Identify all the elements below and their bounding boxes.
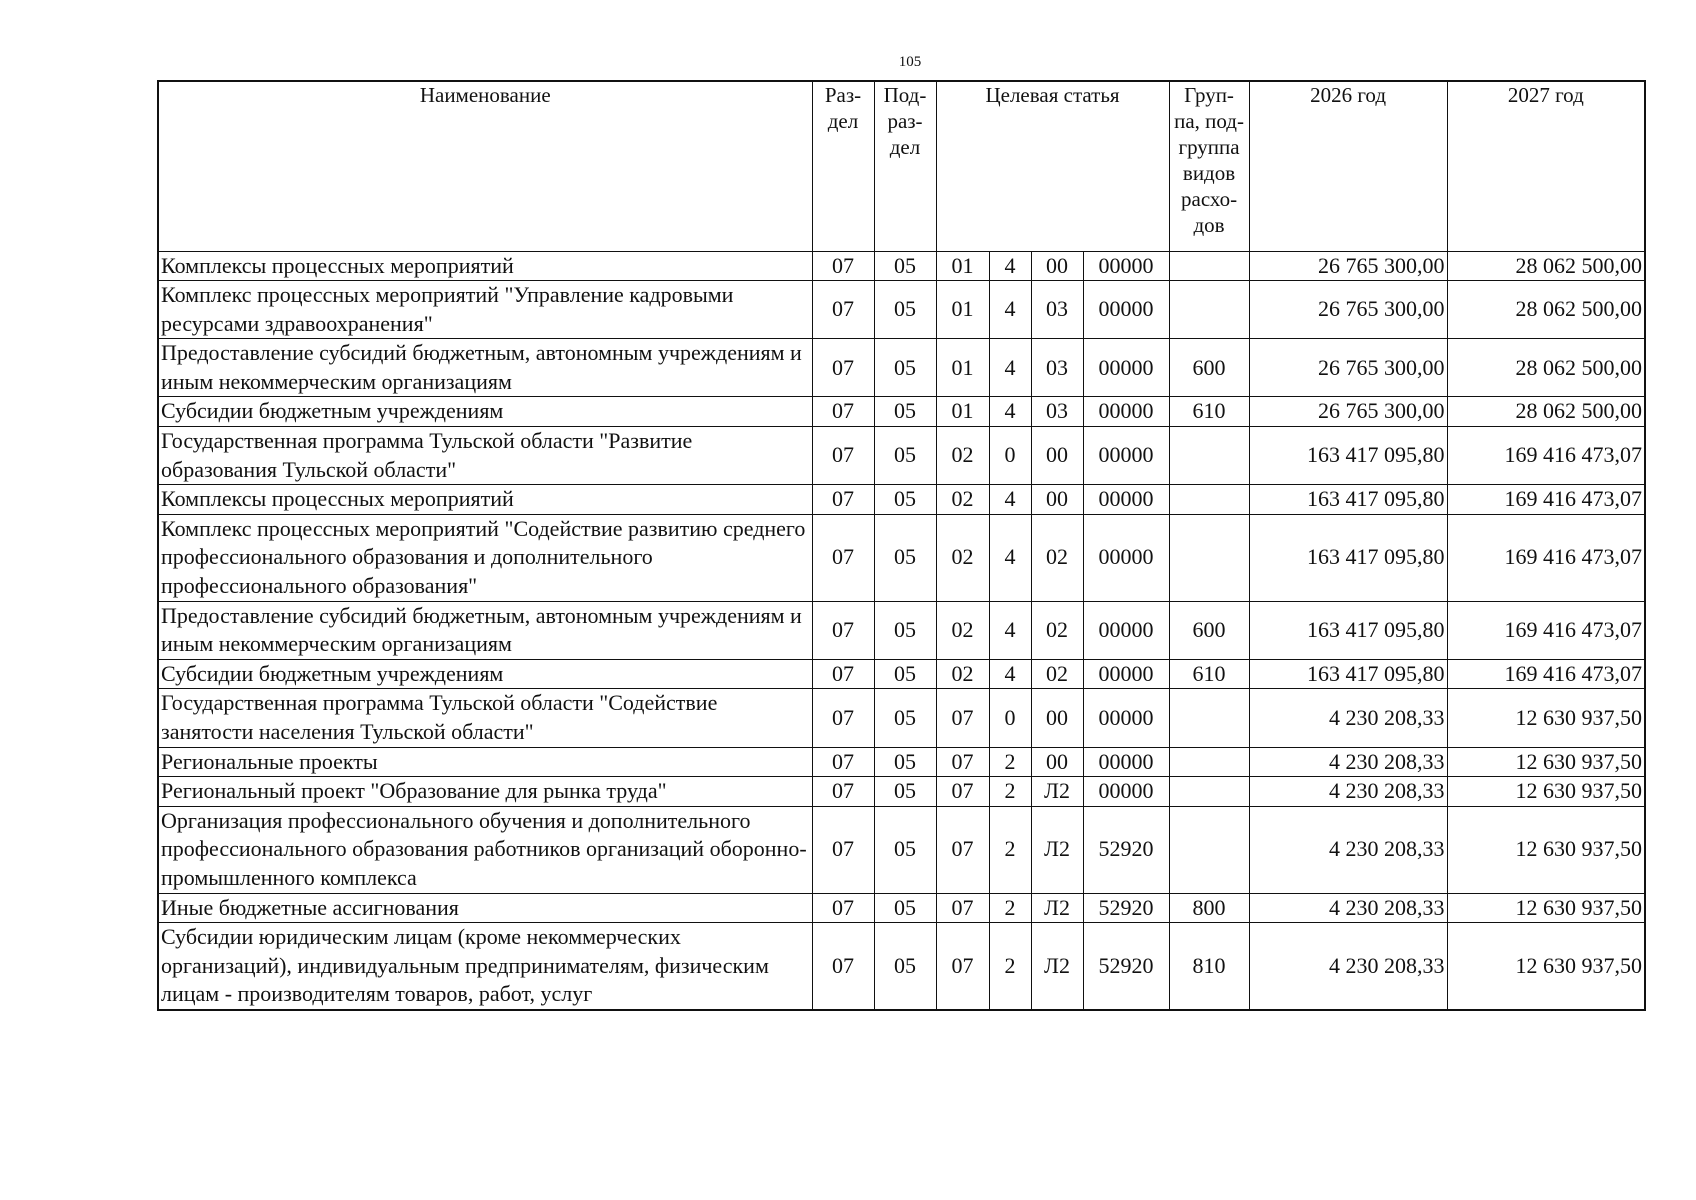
row-target-item: Л2 (1031, 893, 1083, 923)
row-podrazdel: 05 (874, 659, 936, 689)
row-target-program: 01 (936, 251, 989, 281)
row-amount-2027: 12 630 937,50 (1447, 923, 1645, 1010)
row-target-type: 4 (989, 339, 1031, 397)
table-row (158, 251, 1645, 281)
table-row (158, 397, 1645, 427)
row-expense-group (1169, 251, 1249, 281)
row-expense-group (1169, 485, 1249, 515)
table-row (158, 923, 1645, 1010)
row-target-type: 4 (989, 251, 1031, 281)
row-target-type: 0 (989, 427, 1031, 485)
row-target-program: 07 (936, 923, 989, 1010)
table-row (158, 485, 1645, 515)
row-target-type: 4 (989, 514, 1031, 601)
row-amount-2026: 26 765 300,00 (1249, 281, 1447, 339)
row-target-type: 4 (989, 659, 1031, 689)
row-target-item: 00 (1031, 689, 1083, 747)
row-amount-2026: 163 417 095,80 (1249, 514, 1447, 601)
table-row (158, 893, 1645, 923)
row-target-type: 4 (989, 397, 1031, 427)
row-expense-group: 610 (1169, 397, 1249, 427)
row-podrazdel: 05 (874, 601, 936, 659)
row-razdel: 07 (812, 601, 874, 659)
row-target-direction: 00000 (1083, 427, 1169, 485)
row-expense-group: 600 (1169, 339, 1249, 397)
row-expense-group: 800 (1169, 893, 1249, 923)
row-target-type: 4 (989, 601, 1031, 659)
row-target-item: 03 (1031, 281, 1083, 339)
row-name: Региональный проект "Образование для рынка труда" (158, 777, 812, 807)
row-podrazdel: 05 (874, 251, 936, 281)
row-razdel: 07 (812, 251, 874, 281)
row-amount-2027: 12 630 937,50 (1447, 806, 1645, 893)
row-target-type: 4 (989, 485, 1031, 515)
row-name: Комплексы процессных мероприятий (158, 251, 812, 281)
row-name: Государственная программа Тульской области "Содействие занятости населения Тульской области" (158, 689, 812, 747)
row-amount-2027: 169 416 473,07 (1447, 659, 1645, 689)
row-target-program: 07 (936, 893, 989, 923)
row-razdel: 07 (812, 339, 874, 397)
row-target-program: 01 (936, 397, 989, 427)
row-target-program: 07 (936, 777, 989, 807)
row-target-program: 07 (936, 806, 989, 893)
row-razdel: 07 (812, 427, 874, 485)
row-expense-group (1169, 427, 1249, 485)
row-podrazdel: 05 (874, 339, 936, 397)
row-target-item: 02 (1031, 659, 1083, 689)
row-target-direction: 00000 (1083, 601, 1169, 659)
row-target-type: 2 (989, 777, 1031, 807)
row-target-program: 01 (936, 281, 989, 339)
row-amount-2026: 4 230 208,33 (1249, 747, 1447, 777)
row-target-item: 03 (1031, 397, 1083, 427)
row-target-direction: 52920 (1083, 806, 1169, 893)
row-amount-2026: 26 765 300,00 (1249, 339, 1447, 397)
table-row (158, 777, 1645, 807)
header-year-2027: 2027 год (1447, 81, 1645, 251)
row-amount-2026: 26 765 300,00 (1249, 397, 1447, 427)
row-target-program: 02 (936, 659, 989, 689)
row-target-type: 2 (989, 747, 1031, 777)
row-target-direction: 00000 (1083, 485, 1169, 515)
budget-table (157, 80, 1646, 1011)
row-amount-2027: 12 630 937,50 (1447, 777, 1645, 807)
table-row (158, 689, 1645, 747)
row-amount-2026: 26 765 300,00 (1249, 251, 1447, 281)
row-name: Комплекс процессных мероприятий "Управление кадровыми ресурсами здравоохранения" (158, 281, 812, 339)
row-name: Комплекс процессных мероприятий "Содействие развитию среднего профессионального образования и дополнительного профессионального образования" (158, 514, 812, 601)
header-podrazdel: Под- раз- дел (874, 81, 936, 251)
row-target-program: 07 (936, 747, 989, 777)
row-expense-group (1169, 689, 1249, 747)
row-target-program: 02 (936, 427, 989, 485)
row-target-item: Л2 (1031, 806, 1083, 893)
row-name: Предоставление субсидий бюджетным, автономным учреждениям и иным некоммерческим организациям (158, 339, 812, 397)
row-podrazdel: 05 (874, 485, 936, 515)
row-razdel: 07 (812, 923, 874, 1010)
row-target-direction: 00000 (1083, 251, 1169, 281)
table-row (158, 806, 1645, 893)
row-target-item: Л2 (1031, 923, 1083, 1010)
row-target-item: Л2 (1031, 777, 1083, 807)
row-razdel: 07 (812, 485, 874, 515)
row-target-type: 4 (989, 281, 1031, 339)
row-expense-group: 610 (1169, 659, 1249, 689)
row-razdel: 07 (812, 689, 874, 747)
row-amount-2026: 163 417 095,80 (1249, 427, 1447, 485)
row-amount-2026: 4 230 208,33 (1249, 923, 1447, 1010)
header-expense-group: Груп- па, под- группа видов расхо- дов (1169, 81, 1249, 251)
row-razdel: 07 (812, 806, 874, 893)
table-row (158, 427, 1645, 485)
row-target-type: 2 (989, 923, 1031, 1010)
table-row (158, 339, 1645, 397)
row-target-program: 02 (936, 485, 989, 515)
row-amount-2027: 169 416 473,07 (1447, 485, 1645, 515)
row-expense-group: 810 (1169, 923, 1249, 1010)
row-razdel: 07 (812, 659, 874, 689)
table-row (158, 281, 1645, 339)
row-target-direction: 00000 (1083, 339, 1169, 397)
row-target-item: 00 (1031, 251, 1083, 281)
row-amount-2026: 163 417 095,80 (1249, 659, 1447, 689)
row-razdel: 07 (812, 514, 874, 601)
page-number: 105 (898, 54, 922, 70)
row-target-item: 00 (1031, 427, 1083, 485)
row-target-item: 03 (1031, 339, 1083, 397)
row-amount-2027: 169 416 473,07 (1447, 601, 1645, 659)
row-amount-2027: 28 062 500,00 (1447, 251, 1645, 281)
table-row (158, 514, 1645, 601)
row-target-direction: 52920 (1083, 923, 1169, 1010)
row-amount-2027: 28 062 500,00 (1447, 339, 1645, 397)
row-target-type: 0 (989, 689, 1031, 747)
row-expense-group (1169, 281, 1249, 339)
row-podrazdel: 05 (874, 427, 936, 485)
table-row (158, 659, 1645, 689)
row-podrazdel: 05 (874, 806, 936, 893)
row-name: Иные бюджетные ассигнования (158, 893, 812, 923)
row-amount-2026: 4 230 208,33 (1249, 777, 1447, 807)
row-target-program: 02 (936, 514, 989, 601)
row-razdel: 07 (812, 777, 874, 807)
row-name: Предоставление субсидий бюджетным, автономным учреждениям и иным некоммерческим организациям (158, 601, 812, 659)
row-amount-2027: 12 630 937,50 (1447, 893, 1645, 923)
row-amount-2027: 169 416 473,07 (1447, 514, 1645, 601)
row-expense-group (1169, 514, 1249, 601)
row-podrazdel: 05 (874, 514, 936, 601)
row-target-direction: 00000 (1083, 514, 1169, 601)
row-target-item: 00 (1031, 485, 1083, 515)
row-razdel: 07 (812, 893, 874, 923)
row-amount-2026: 163 417 095,80 (1249, 601, 1447, 659)
row-razdel: 07 (812, 281, 874, 339)
row-razdel: 07 (812, 397, 874, 427)
row-amount-2027: 169 416 473,07 (1447, 427, 1645, 485)
row-razdel: 07 (812, 747, 874, 777)
row-podrazdel: 05 (874, 747, 936, 777)
table-row (158, 747, 1645, 777)
header-row (158, 81, 1645, 251)
row-target-type: 2 (989, 893, 1031, 923)
row-podrazdel: 05 (874, 893, 936, 923)
header-razdel: Раз- дел (812, 81, 874, 251)
row-amount-2027: 12 630 937,50 (1447, 747, 1645, 777)
row-target-item: 02 (1031, 514, 1083, 601)
row-target-direction: 00000 (1083, 689, 1169, 747)
row-amount-2026: 4 230 208,33 (1249, 689, 1447, 747)
row-target-program: 02 (936, 601, 989, 659)
row-podrazdel: 05 (874, 281, 936, 339)
row-amount-2027: 28 062 500,00 (1447, 281, 1645, 339)
row-target-item: 00 (1031, 747, 1083, 777)
row-expense-group (1169, 777, 1249, 807)
row-target-direction: 00000 (1083, 777, 1169, 807)
row-expense-group: 600 (1169, 601, 1249, 659)
row-podrazdel: 05 (874, 689, 936, 747)
row-name: Организация профессионального обучения и дополнительного профессионального образования работников организаций оборонно-промышленного комплекса (158, 806, 812, 893)
row-name: Региональные проекты (158, 747, 812, 777)
row-expense-group (1169, 747, 1249, 777)
table-body (158, 251, 1645, 1010)
row-target-item: 02 (1031, 601, 1083, 659)
header-target-item: Целевая статья (936, 81, 1169, 251)
row-target-program: 07 (936, 689, 989, 747)
row-podrazdel: 05 (874, 777, 936, 807)
row-expense-group (1169, 806, 1249, 893)
row-target-direction: 00000 (1083, 281, 1169, 339)
row-amount-2027: 12 630 937,50 (1447, 689, 1645, 747)
row-target-direction: 52920 (1083, 893, 1169, 923)
row-amount-2026: 4 230 208,33 (1249, 806, 1447, 893)
row-name: Субсидии бюджетным учреждениям (158, 659, 812, 689)
row-target-type: 2 (989, 806, 1031, 893)
row-amount-2026: 163 417 095,80 (1249, 485, 1447, 515)
row-name: Комплексы процессных мероприятий (158, 485, 812, 515)
row-podrazdel: 05 (874, 397, 936, 427)
row-podrazdel: 05 (874, 923, 936, 1010)
row-name: Субсидии юридическим лицам (кроме некоммерческих организаций), индивидуальным предпринимателям, физическим лицам - производителям товаров, работ, услуг (158, 923, 812, 1010)
row-amount-2026: 4 230 208,33 (1249, 893, 1447, 923)
row-target-program: 01 (936, 339, 989, 397)
row-name: Государственная программа Тульской области "Развитие образования Тульской области" (158, 427, 812, 485)
row-amount-2027: 28 062 500,00 (1447, 397, 1645, 427)
row-name: Субсидии бюджетным учреждениям (158, 397, 812, 427)
table-row (158, 601, 1645, 659)
header-name: Наименование (158, 81, 812, 251)
header-year-2026: 2026 год (1249, 81, 1447, 251)
row-target-direction: 00000 (1083, 397, 1169, 427)
row-target-direction: 00000 (1083, 747, 1169, 777)
row-target-direction: 00000 (1083, 659, 1169, 689)
